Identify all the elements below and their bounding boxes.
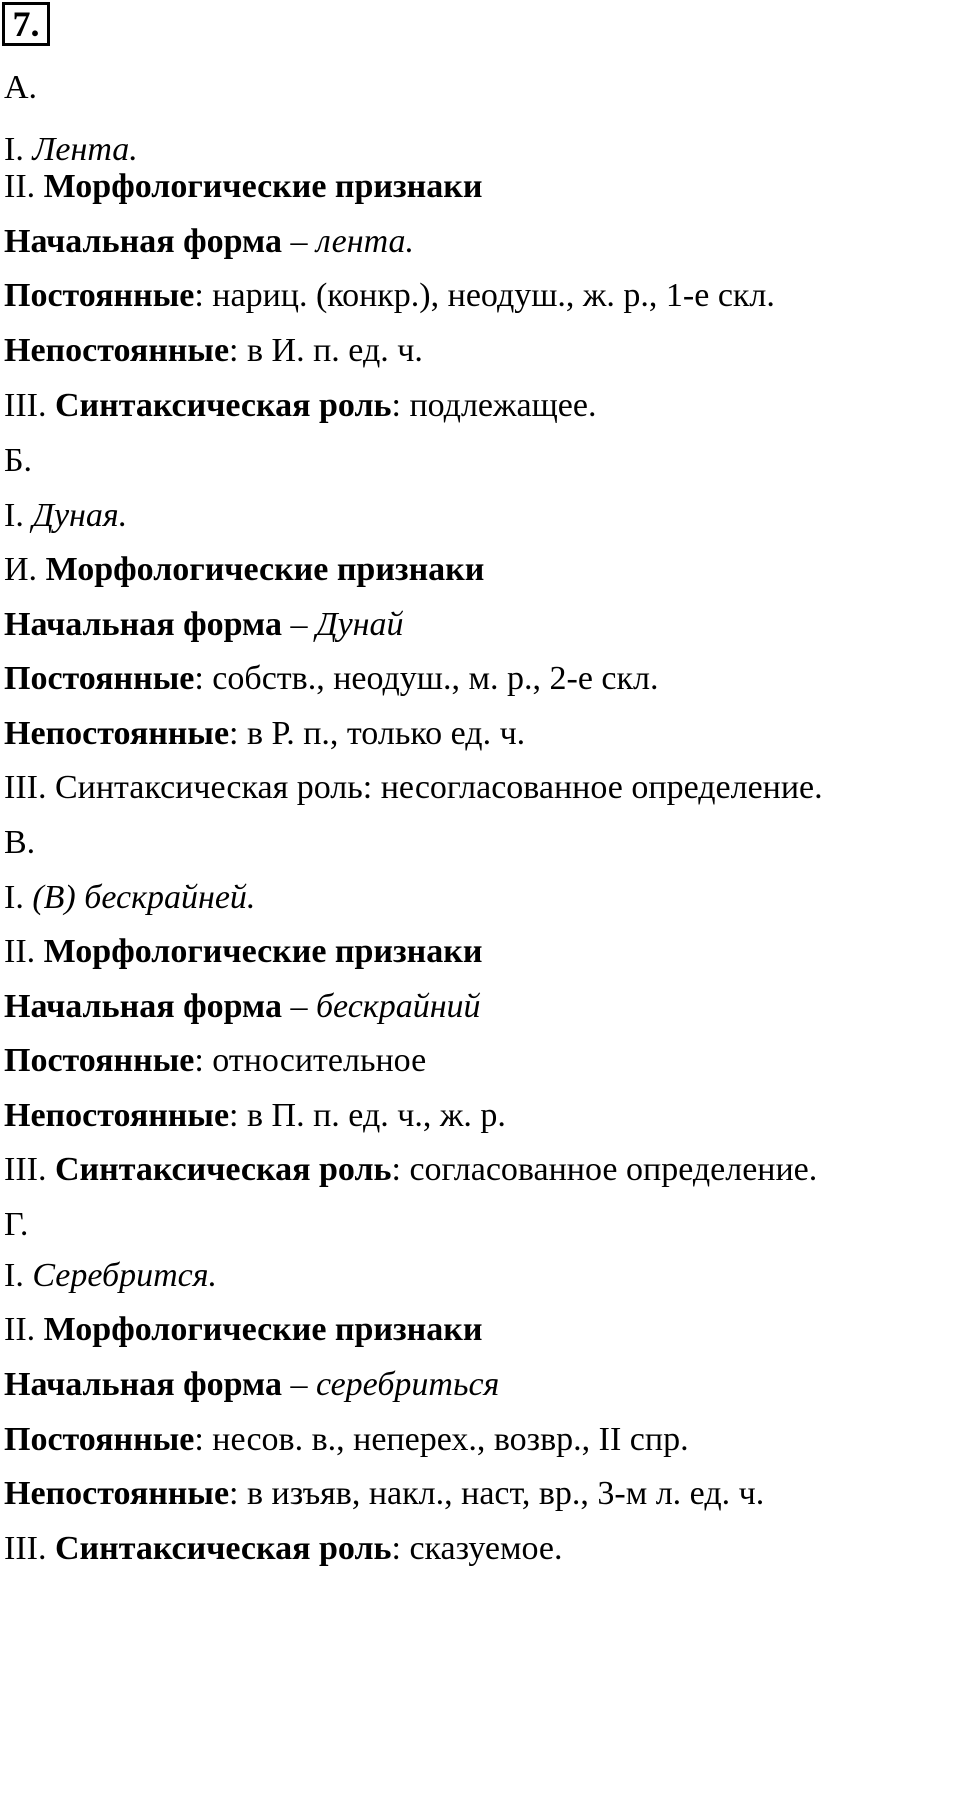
section-a-letter: А. xyxy=(4,69,38,106)
section-a-const-value: : нариц. (конкр.), неодуш., ж. р., 1-е скл. xyxy=(194,277,775,314)
section-b-letter: Б. xyxy=(4,442,33,479)
section-v-const-line xyxy=(4,1041,426,1081)
section-g-const-line xyxy=(4,1420,689,1460)
section-g-initial-label: Начальная форма xyxy=(4,1366,282,1403)
section-b-morph-line xyxy=(4,550,484,590)
section-a-morph-heading: Морфологические признаки xyxy=(43,168,483,205)
section-b-initial-value: Дунай xyxy=(315,606,404,643)
section-a-nonconst-value: : в И. п. ед. ч. xyxy=(229,332,423,369)
section-a-syntax-value: : подлежащее. xyxy=(391,387,597,424)
section-b-const-line xyxy=(4,659,659,699)
section-b-const-label: Постоянные xyxy=(4,660,195,697)
section-g-initial-line xyxy=(4,1365,499,1405)
section-g-letter: Г. xyxy=(4,1206,29,1243)
section-v-syntax-num: III. xyxy=(4,1151,47,1188)
section-g-const-value: : несов. в., неперех., возвр., II спр. xyxy=(194,1421,689,1458)
section-b-initial-label: Начальная форма xyxy=(4,606,282,643)
section-g-word-num: I. xyxy=(4,1257,24,1294)
section-v-nonconst-label: Непостоянные xyxy=(4,1097,230,1134)
section-a-syntax-label: Синтаксическая роль xyxy=(54,387,392,424)
task-number-box: 7. xyxy=(2,2,50,46)
section-v-nonconst-line xyxy=(4,1096,506,1136)
section-v-morph-heading: Морфологические признаки xyxy=(43,933,483,970)
section-a-morph-num: II. xyxy=(4,168,36,205)
section-b-const-value: : собств., неодуш., м. р., 2-е скл. xyxy=(194,660,659,697)
section-b-initial-line xyxy=(4,605,404,645)
section-v-const-label: Постоянные xyxy=(4,1042,195,1079)
section-v-initial-value: бескрайний xyxy=(315,988,481,1025)
section-a-syntax-num: III. xyxy=(4,387,47,424)
section-a-nonconst-label: Непостоянные xyxy=(4,332,230,369)
section-g-nonconst-value: : в изъяв, накл., наст, вр., 3-м л. ед. ч. xyxy=(229,1475,765,1512)
section-b-initial-dash: – xyxy=(281,606,316,643)
section-a-initial-label: Начальная форма xyxy=(4,223,282,260)
section-a-morph-line xyxy=(4,167,482,207)
section-g-initial-value: серебриться xyxy=(315,1366,500,1403)
section-g-morph-heading: Морфологические признаки xyxy=(43,1311,483,1348)
section-b-nonconst-line xyxy=(4,714,525,754)
section-b-morph-heading: Морфологические признаки xyxy=(45,551,485,588)
section-b-word-line xyxy=(4,496,127,536)
section-a-const-line xyxy=(4,276,775,316)
section-g-word-line xyxy=(4,1256,217,1296)
section-g-word: Серебрится. xyxy=(32,1257,218,1294)
section-g-morph-num: II. xyxy=(4,1311,36,1348)
section-a-word: Лента. xyxy=(32,131,138,168)
section-v-nonconst-value: : в П. п. ед. ч., ж. р. xyxy=(229,1097,506,1134)
section-g-syntax-value: : сказуемое. xyxy=(391,1530,563,1567)
section-b-word-num: I. xyxy=(4,497,24,534)
section-a-initial-line xyxy=(4,222,414,262)
section-v-syntax-value: : согласованное определение. xyxy=(391,1151,818,1188)
section-a-nonconst-line xyxy=(4,331,423,371)
section-v-initial-label: Начальная форма xyxy=(4,988,282,1025)
section-a-const-label: Постоянные xyxy=(4,277,195,314)
section-b-syntax-line: III. Синтаксическая роль: несогласованное определение. xyxy=(4,769,823,806)
section-v-morph-line xyxy=(4,932,482,972)
section-v-syntax-label: Синтаксическая роль xyxy=(54,1151,392,1188)
section-v-letter: В. xyxy=(4,824,36,861)
section-v-initial-dash: – xyxy=(281,988,316,1025)
section-g-syntax-line xyxy=(4,1529,563,1569)
section-g-nonconst-label: Непостоянные xyxy=(4,1475,230,1512)
section-g-syntax-label: Синтаксическая роль xyxy=(54,1530,392,1567)
section-g-syntax-num: III. xyxy=(4,1530,47,1567)
section-b-nonconst-value: : в Р. п., только ед. ч. xyxy=(229,715,526,752)
section-a-syntax-line xyxy=(4,386,596,426)
section-g-const-label: Постоянные xyxy=(4,1421,195,1458)
section-b-word: Дуная. xyxy=(32,497,128,534)
section-a-initial-value: лента. xyxy=(315,223,415,260)
section-g-nonconst-line xyxy=(4,1474,764,1514)
section-v-word: (В) бескрайней. xyxy=(32,879,256,916)
section-a-word-line xyxy=(4,130,138,170)
section-v-syntax-line xyxy=(4,1150,817,1190)
section-g-initial-dash: – xyxy=(281,1366,316,1403)
section-v-initial-line xyxy=(4,987,481,1027)
section-a-initial-dash: – xyxy=(281,223,316,260)
section-v-word-line xyxy=(4,878,255,918)
section-v-const-value: : относительное xyxy=(194,1042,427,1079)
section-a-word-num: I. xyxy=(4,131,24,168)
section-b-morph-num: И. xyxy=(4,551,38,588)
section-g-morph-line xyxy=(4,1310,482,1350)
section-v-word-num: I. xyxy=(4,879,24,916)
section-b-nonconst-label: Непостоянные xyxy=(4,715,230,752)
section-v-morph-num: II. xyxy=(4,933,36,970)
